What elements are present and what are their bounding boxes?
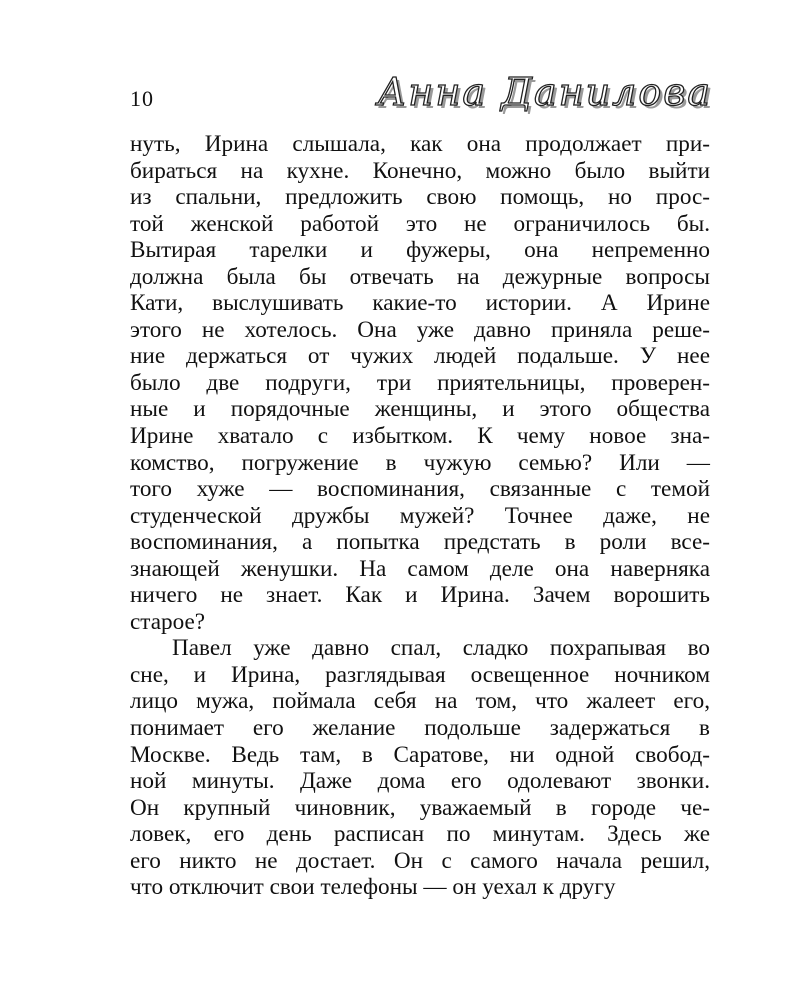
text-line: студенческой дружбы мужей? Точнее даже, не	[130, 502, 710, 529]
text-line: ной минуты. Даже дома его одолевают звонки.	[130, 768, 710, 795]
paragraph	[130, 131, 710, 635]
text-line: того хуже — воспоминания, связанные с темой	[130, 476, 710, 503]
text-line: ние держаться от чужих людей подальше. У нее	[130, 343, 710, 370]
text-line: сне, и Ирина, разглядывая освещенное ночником	[130, 661, 710, 688]
text-line: той женской работой это не ограничилось бы.	[130, 210, 710, 237]
text-line: Ирине хватало с избытком. К чему новое зна-	[130, 423, 710, 450]
text-line: нуть, Ирина слышала, как она продолжает при-	[130, 131, 710, 157]
text-line: из спальни, предложить свою помощь, но прос-	[130, 184, 710, 211]
text-line: воспоминания, а попытка предстать в роли все-	[130, 529, 710, 556]
text-line: ные и порядочные женщины, и этого общества	[130, 396, 710, 423]
text-line: этого не хотелось. Она уже давно приняла реше-	[130, 316, 710, 343]
paragraph	[130, 635, 710, 900]
text-line: Он крупный чиновник, уважаемый в городе че-	[130, 794, 710, 821]
text-line: старое?	[130, 608, 206, 635]
text-line: ловек, его день расписан по минутам. Здесь же	[130, 821, 710, 848]
text-line: должна была бы отвечать на дежурные вопросы	[130, 263, 710, 290]
page-number: 10	[130, 86, 154, 111]
text-line: Павел уже давно спал, сладко похрапывая во	[172, 635, 710, 662]
text-line: комство, погружение в чужую семью? Или —	[130, 449, 710, 476]
text-line: что отключит свои телефоны — он уехал к другу	[130, 874, 616, 901]
text-line: ничего не знает. Как и Ирина. Зачем ворошить	[130, 582, 710, 609]
running-head-author: Анна Данилова	[377, 70, 712, 114]
text-line: бираться на кухне. Конечно, можно было выйти	[130, 157, 710, 184]
text-line: было две подруги, три приятельницы, проверен-	[130, 369, 710, 396]
text-line: понимает его желание подольше задержаться в	[130, 715, 710, 742]
text-line: знающей женушки. На самом деле она наверняка	[130, 555, 710, 582]
text-line: его никто не достает. Он с самого начала решил,	[130, 847, 710, 874]
text-line: Кати, выслушивать какие-то истории. А Ирине	[130, 290, 710, 317]
text-line: Москве. Ведь там, в Саратове, ни одной свобод-	[130, 741, 710, 768]
text-line: лицо мужа, поймала себя на том, что жалеет его,	[130, 688, 710, 715]
page-header	[130, 72, 712, 122]
text-line: Вытирая тарелки и фужеры, она непременно	[130, 237, 710, 264]
body-text	[130, 131, 710, 901]
